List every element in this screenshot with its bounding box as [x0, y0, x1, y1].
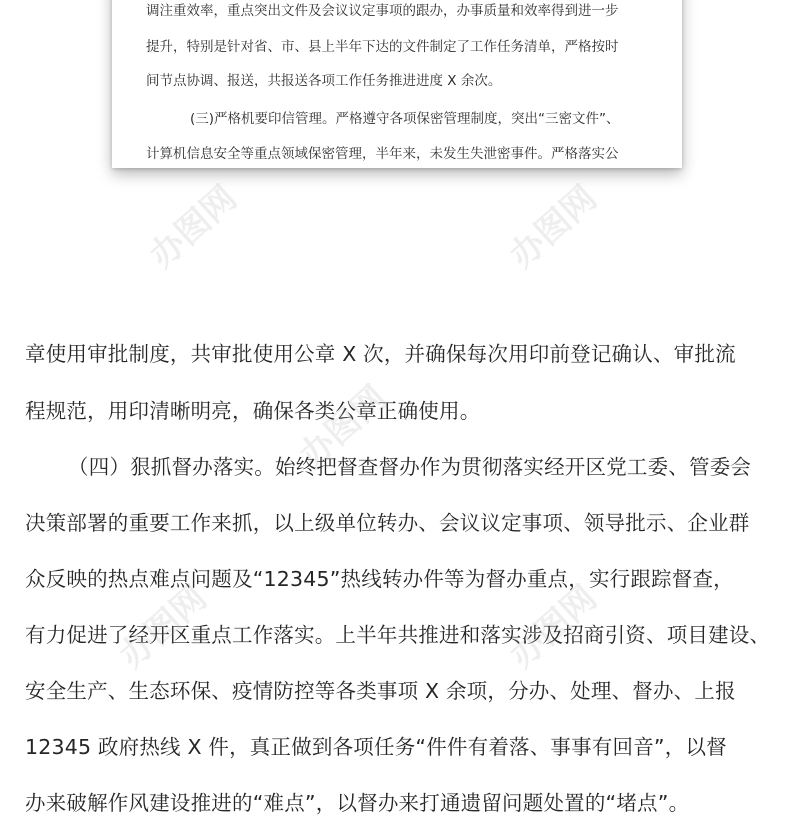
body-line: 众反映的热点难点问题及“12345”热线转办件等为督办重点，实行跟踪督查，: [25, 567, 734, 591]
preview-line: 调注重效率，重点突出文件及会议议定事项的跟办，办事质量和效率得到进一步: [146, 3, 619, 19]
body-line: 程规范，用印清晰明亮，确保各类公章正确使用。: [25, 399, 481, 423]
body-line: 办来破解作风建设推进的“难点”，以督办来打通遗留问题处置的“堵点”。: [25, 791, 690, 815]
preview-line: 提升，特别是针对省、市、县上半年下达的文件制定了工作任务清单，严格按时: [146, 39, 619, 55]
body-line: 有力促进了经开区重点工作落实。上半年共推进和落实涉及招商引资、项目建设、: [25, 623, 771, 647]
watermark: 办图网: [502, 178, 605, 277]
document-preview-card: [112, 0, 682, 168]
preview-line: 计算机信息安全等重点领域保密管理，半年来，未发生失泄密事件。严格落实公: [146, 146, 619, 162]
watermark: 办图网: [292, 378, 395, 477]
body-line: （四）狠抓督办落实。始终把督查督办作为贯彻落实经开区党工委、管委会: [68, 455, 752, 479]
body-line: 章使用审批制度，共审批使用公章 X 次，并确保每次用印前登记确认、审批流: [25, 342, 736, 366]
watermark: 办图网: [142, 178, 245, 277]
body-line: 安全生产、生态环保、疫情防控等各类事项 X 余项，分办、处理、督办、上报: [25, 679, 736, 703]
watermark: 办图网: [112, 578, 215, 677]
preview-line: 间节点协调、报送，共报送各项工作任务推进进度 X 余次。: [146, 73, 502, 89]
body-line: 决策部署的重要工作来抓，以上级单位转办、会议议定事项、领导批示、企业群: [25, 511, 750, 535]
body-line: 12345 政府热线 X 件，真正做到各项任务“件件有着落、事事有回音”，以督: [25, 735, 727, 759]
preview-line: (三)严格机要印信管理。严格遵守各项保密管理制度，突出“三密文件”、: [190, 111, 620, 127]
watermark: 办图网: [502, 578, 605, 677]
